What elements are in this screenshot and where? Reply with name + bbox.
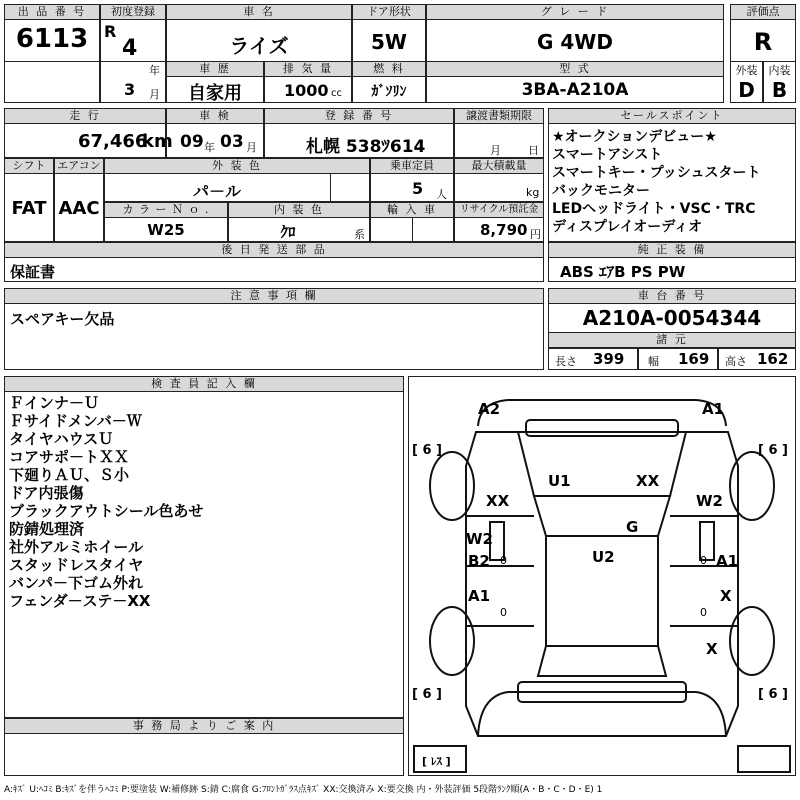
import-divider (412, 218, 413, 242)
zero-mark: 0 (500, 554, 507, 567)
dims-width-label: 幅 (648, 355, 659, 368)
inspector-remark: Ｆインナ－Ｕ (9, 394, 100, 412)
import-label: 輸 入 車 (370, 202, 454, 218)
fuel: ｶﾞｿﾘﾝ (371, 84, 407, 100)
score-label: 評価点 (730, 4, 796, 20)
first-reg-year-unit: 年 (149, 64, 160, 77)
transfer-label: 譲渡書類期限 (454, 108, 544, 124)
sales-point: ★オークションデビュー★ (552, 129, 717, 145)
damage-mark: A1 (468, 587, 491, 605)
damage-mark: W2 (466, 530, 493, 548)
inspector-remark: ドア内張傷 (9, 484, 84, 502)
damage-mark: XX (486, 492, 510, 510)
damage-mark: X (720, 587, 732, 605)
chassis-number: A210A-0054344 (582, 306, 762, 330)
damage-mark: U1 (548, 472, 571, 490)
dims-length: 399 (593, 350, 625, 368)
inspector-remark: バンパ－下ゴム外れ (9, 574, 143, 592)
chassis-label: 車 台 番 号 (548, 288, 796, 304)
first-reg-month-unit: 月 (149, 88, 160, 101)
inspector-remark: フェンダ－ステ－XX (9, 592, 151, 610)
color-no: W25 (147, 221, 185, 239)
inspector-remark: スタッドレスタイヤ (9, 556, 144, 574)
mileage: 67,466 (78, 131, 148, 152)
inspector-remark: コアサポ－トＸＸ (9, 448, 130, 466)
first-reg-month: 3 (124, 80, 136, 99)
inspection-month-unit: 月 (246, 141, 257, 154)
shift-label: シフト (4, 158, 54, 174)
later-parts: 保証書 (10, 263, 56, 281)
damage-mark: U2 (592, 548, 615, 566)
color: パ－ル (192, 182, 241, 201)
notes: スペアキー欠品 (10, 310, 115, 328)
inspection-month: 03 (220, 132, 244, 152)
displacement-unit: cc (331, 88, 342, 99)
damage-mark: W2 (696, 492, 723, 510)
damage-mark: A2 (478, 400, 501, 418)
displacement: 1000 (284, 81, 329, 100)
damage-mark: X (706, 640, 718, 658)
windshield-outline (534, 496, 670, 536)
sales-point: スマートアシスト (552, 147, 663, 163)
tire-depth-fl: [ 6 ] (412, 443, 442, 458)
color-divider (330, 174, 370, 202)
int-color-unit: 系 (354, 228, 365, 241)
grille-outline (526, 420, 678, 436)
damage-mark: G (626, 518, 639, 536)
recycle-label: リサイクル預託金 (454, 202, 544, 218)
capacity-unit: 人 (436, 188, 447, 201)
zero-mark: 0 (700, 554, 707, 567)
inspector-remark: タイヤハウスＵ (9, 430, 114, 448)
rear-glass-outline (538, 646, 666, 676)
ext-grade: D (738, 78, 755, 102)
rear-bumper-outline (478, 692, 726, 736)
sales-points-list (552, 128, 796, 236)
spare-tire-box-right (738, 746, 790, 772)
inspector-remark: 防錆処理済 (9, 520, 85, 538)
tire-depth-fr: [ 6 ] (758, 443, 788, 458)
inspection-year-unit: 年 (204, 141, 215, 154)
model: 3BA-A210A (521, 80, 629, 100)
inspector-label: 検 査 員 記 入 欄 (4, 376, 404, 392)
damage-mark: A1 (702, 400, 725, 418)
lot-number-label: 出 品 番 号 (4, 4, 100, 20)
int-grade: B (771, 78, 788, 102)
office-label: 事 務 局 よ り ご 案 内 (4, 718, 404, 734)
ext-grade-label: 外装 (735, 64, 758, 77)
dims-height: 162 (757, 350, 789, 368)
grade-label: グ レ ー ド (426, 4, 724, 20)
shift: FAT (11, 198, 47, 219)
inspector-remark: 下廻りＡＵ、Ｓ小 (9, 466, 130, 484)
wheel-front-right (730, 452, 774, 520)
inspection-label: 車 検 (166, 108, 264, 124)
first-reg-year: 4 (122, 36, 138, 61)
notes-label: 注 意 事 項 欄 (4, 288, 544, 304)
int-grade-label: 内装 (768, 64, 791, 77)
equipment: ABS ｴｱB PS PW (560, 263, 686, 281)
transfer-month: 月 (490, 144, 501, 157)
plate-label: 登 録 番 号 (264, 108, 454, 124)
color-no-label: カ ラ ー Ｎ ｏ . (104, 202, 228, 218)
sales-point: スマートキー・プッシュスタート (552, 165, 761, 181)
sales-point: ディスプレイオーディオ (552, 219, 703, 235)
lot-number: 6113 (15, 24, 89, 54)
plate-number: 札幌 538ﾂ614 (306, 137, 426, 157)
inspector-remark: ブラックアウトシール色あせ (9, 502, 204, 520)
ac: AAC (58, 198, 100, 219)
inspection-year: 09 (180, 132, 204, 152)
car-name: ライズ (229, 34, 289, 58)
first-reg-label: 初度登録 (100, 4, 166, 20)
damage-mark: XX (636, 472, 660, 490)
hood-outline (518, 432, 686, 496)
history: 自家用 (188, 83, 242, 104)
grade: G 4WD (537, 30, 613, 54)
damage-mark: B2 (468, 552, 490, 570)
wheel-front-left (430, 452, 474, 520)
sales-point: LEDヘッドライト・VSC・TRC (552, 201, 756, 217)
later-parts-label: 後 日 発 送 部 品 (4, 242, 544, 258)
sales-points-label: セールスポイント (548, 108, 796, 124)
front-bumper-outline (478, 400, 726, 426)
tire-depth-rr: [ 6 ] (758, 687, 788, 702)
capacity: 5 (412, 179, 424, 198)
wheel-rear-left (430, 607, 474, 675)
inspector-remark: Ｆサイドメンバ－Ｗ (9, 412, 142, 430)
mileage-unit: km (142, 131, 173, 152)
capacity-label: 乗車定員 (370, 158, 454, 174)
int-color: ｸﾛ (280, 223, 296, 241)
spare-tire-note: [ ﾚｽ ] (422, 755, 451, 768)
model-label: 型 式 (426, 61, 724, 77)
inspector-remarks (9, 394, 399, 610)
load-label: 最大積載量 (454, 158, 544, 174)
ac-label: エアコン (54, 158, 104, 174)
recycle-unit: 円 (530, 228, 541, 241)
damage-mark: A1 (716, 552, 739, 570)
wheel-rear-right (730, 607, 774, 675)
score: R (753, 28, 773, 56)
door-type: 5W (371, 30, 407, 54)
color-label: 外 装 色 (104, 158, 370, 174)
inspector-remark: 社外アルミホイール (9, 538, 144, 556)
recycle: 8,790 (480, 221, 528, 239)
car-diagram (408, 376, 796, 776)
transfer-day: 日 (528, 144, 539, 157)
history-label: 車 歴 (166, 61, 264, 77)
legend: A:ｷｽﾞ U:ﾍｺﾐ B:ｷｽﾞを伴うﾍｺﾐ P:要塗装 W:補修跡 S:錆 C:腐食 G:ﾌﾛﾝﾄｶﾞﾗｽ点ｷｽﾞ XX:交換済み X:要交換 内・外装評価 5段階ﾗﾝｸ順(A・B・C・D・E) 1 (4, 785, 603, 795)
body-outline (466, 432, 738, 736)
door-label: ドア形状 (352, 4, 426, 20)
zero-mark: 0 (500, 606, 507, 619)
mileage-label: 走 行 (4, 108, 166, 124)
dims-width: 169 (678, 350, 710, 368)
lot-blank-cell (4, 61, 100, 103)
load-unit: kg (526, 186, 540, 199)
sales-point: バックモニター (552, 183, 650, 199)
dims-length-label: 長さ (555, 355, 577, 368)
first-reg-era: R (104, 22, 117, 41)
dims-label: 諸 元 (548, 332, 796, 348)
fuel-label: 燃 料 (352, 61, 426, 77)
car-name-label: 車 名 (166, 4, 352, 20)
int-color-label: 内 装 色 (228, 202, 370, 218)
displacement-label: 排 気 量 (264, 61, 352, 77)
dims-height-label: 高さ (725, 355, 747, 368)
equipment-label: 純 正 装 備 (548, 242, 796, 258)
zero-mark: 0 (700, 606, 707, 619)
tire-depth-rl: [ 6 ] (412, 687, 442, 702)
